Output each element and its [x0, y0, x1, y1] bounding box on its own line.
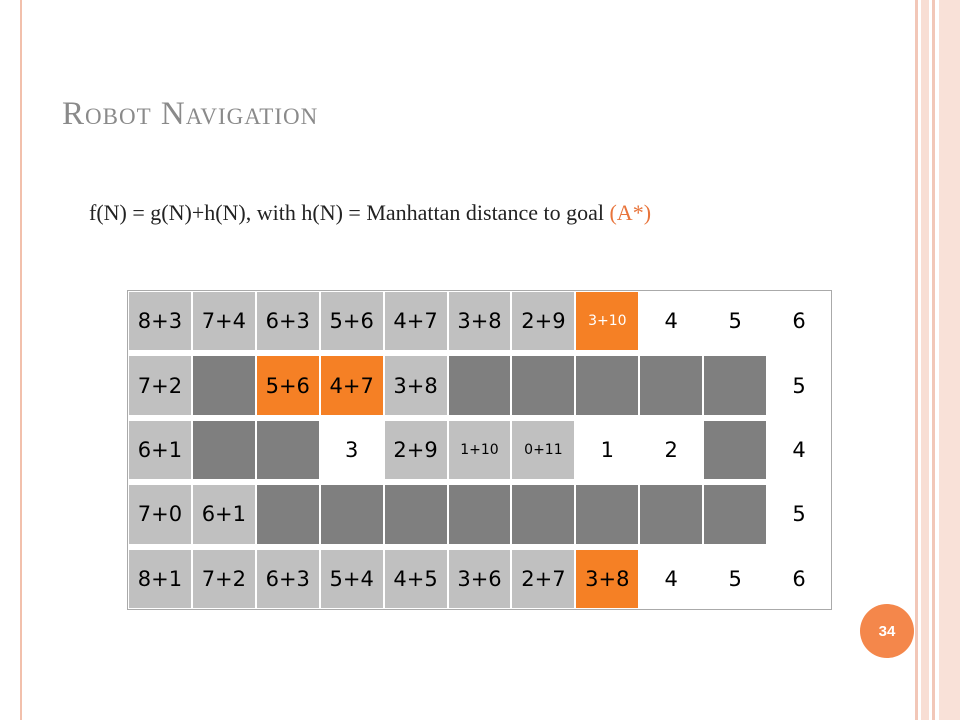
right-accent-bar — [939, 0, 960, 720]
navigation-grid — [127, 290, 832, 610]
grid-cell: 3+10 — [576, 292, 638, 350]
grid-cell: 2+7 — [512, 550, 574, 608]
grid-cell: 3+8 — [576, 550, 638, 608]
grid-cell: 7+2 — [193, 550, 255, 608]
grid-cell — [512, 356, 574, 414]
page-number-badge: 34 — [860, 604, 914, 658]
grid-cell: 8+3 — [129, 292, 191, 350]
grid-cell: 7+0 — [129, 485, 191, 543]
grid-cell: 2 — [640, 421, 702, 479]
grid-cell: 4+7 — [385, 292, 447, 350]
grid-cell: 2+9 — [512, 292, 574, 350]
grid-cell: 5 — [704, 292, 766, 350]
grid-cell: 4 — [640, 550, 702, 608]
grid-cell: 2+9 — [385, 421, 447, 479]
grid-cell — [640, 485, 702, 543]
grid-cell: 7+4 — [193, 292, 255, 350]
grid-cell — [640, 356, 702, 414]
grid-cell: 1 — [576, 421, 638, 479]
grid-cell — [385, 485, 447, 543]
grid-cell: 5 — [768, 356, 830, 414]
grid-cell: 8+1 — [129, 550, 191, 608]
grid-cell: 6 — [768, 550, 830, 608]
grid-cell — [704, 485, 766, 543]
right-accent-bar — [921, 0, 929, 720]
grid-cell: 6+3 — [257, 550, 319, 608]
grid-cell — [257, 485, 319, 543]
grid-cell — [704, 421, 766, 479]
right-accent-bar — [915, 0, 918, 720]
grid-cell — [321, 485, 383, 543]
grid-cell: 0+11 — [512, 421, 574, 479]
grid-cell: 4 — [640, 292, 702, 350]
grid-cell: 5 — [768, 485, 830, 543]
grid-cell: 4+7 — [321, 356, 383, 414]
grid-cell: 5+4 — [321, 550, 383, 608]
algorithm-highlight: (A*) — [609, 200, 652, 225]
grid-cell: 6+1 — [193, 485, 255, 543]
grid-cell — [193, 356, 255, 414]
grid-cell: 5+6 — [257, 356, 319, 414]
grid-cell — [576, 356, 638, 414]
grid-cell: 6+1 — [129, 421, 191, 479]
grid-cell: 3 — [321, 421, 383, 479]
grid-cell: 3+8 — [385, 356, 447, 414]
grid-cell — [257, 421, 319, 479]
grid-cell: 6+3 — [257, 292, 319, 350]
grid-cell — [512, 485, 574, 543]
grid-cell: 1+10 — [449, 421, 511, 479]
left-accent-line — [20, 0, 22, 720]
right-accent-bars — [915, 0, 960, 720]
grid-cell — [704, 356, 766, 414]
slide-body-text — [89, 196, 879, 230]
slide-title: Robot Navigation — [62, 96, 319, 132]
grid-cell — [193, 421, 255, 479]
grid-cell: 4 — [768, 421, 830, 479]
grid-cell: 3+8 — [449, 292, 511, 350]
grid-cell: 5+6 — [321, 292, 383, 350]
grid-cell — [576, 485, 638, 543]
grid-cell — [449, 485, 511, 543]
grid-cell: 3+6 — [449, 550, 511, 608]
grid-cell: 7+2 — [129, 356, 191, 414]
grid-cell: 4+5 — [385, 550, 447, 608]
grid-cell: 5 — [704, 550, 766, 608]
formula-text: f(N) = g(N)+h(N), with h(N) = Manhattan distance to goal — [89, 200, 610, 225]
grid-cell — [449, 356, 511, 414]
right-accent-bar — [932, 0, 935, 720]
grid-cell: 6 — [768, 292, 830, 350]
